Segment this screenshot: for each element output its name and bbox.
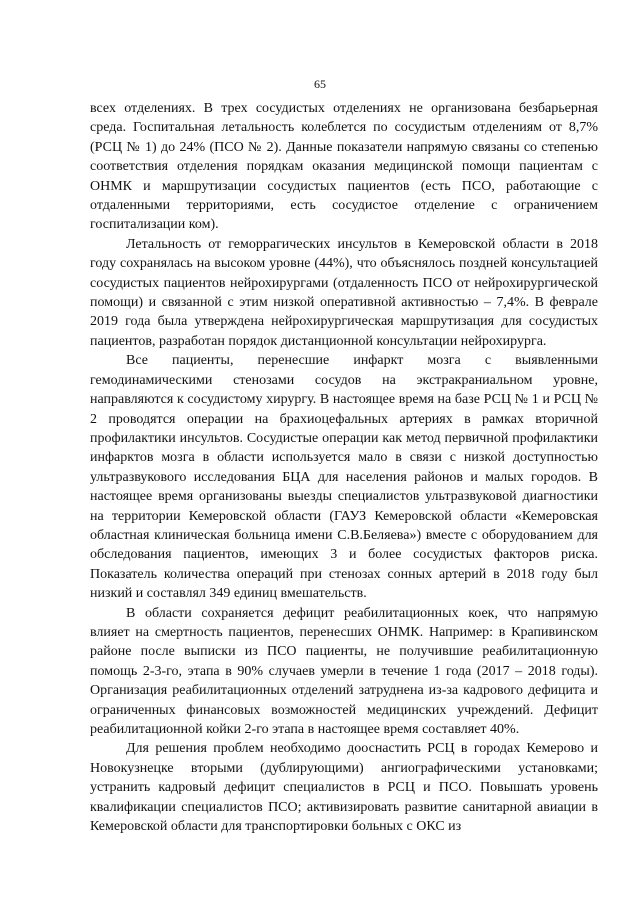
paragraph-3: Все пациенты, перенесшие инфаркт мозга с выявленными гемодинамическими стенозами сосудов на экстракраниальном уровне, направляются к сосудистому хирургу. В настоящее время на базе РСЦ № 1 и РСЦ № 2 проводятся операции на брахиоцефальных артериях в рамках вторичной профилактики инсультов. Сосудистые операции как метод первичной профилактики инфарктов мозга в области используется мало в связи с низкой доступностью ультразвукового исследования БЦА для населения районов и малых городов. В настоящее время организованы выезды специалистов ультразвуковой диагностики на территории Кемеровской области (ГАУЗ Кемеровской области «Кемеровская областная клиническая больница имени С.В.Беляева») вместе с оборудованием для обследования пациентов, имеющих 3 и более сосудистых факторов риска. Показатель количества операций при стенозах сонных артерий в 2018 году был низкий и составлял 349 единиц вмешательств. — [90, 353, 598, 602]
paragraph-2: Летальность от геморрагических инсультов в Кемеровской области в 2018 году сохранялась на высоком уровне (44%), что объяснялось поздней консультацией сосудистых пациентов нейрохирургами (отдаленность ПСО от нейрохирургической помощи) и связанной с этим низкой оперативной активностью – 7,4%. В феврале 2019 года была утверждена нейрохирургическая маршрутизация для сосудистых пациентов, разработан порядок дистанционной консультации нейрохирурга. — [90, 236, 598, 349]
document-body — [90, 99, 598, 836]
paragraph-1: всех отделениях. В трех сосудистых отделениях не организована безбарьерная среда. Госпитальная летальность колеблется по сосудистым отделениям от 8,7% (РСЦ № 1) до 24% (ПСО № 2). Данные показатели напрямую связаны со степенью соответствия отделения порядкам оказания медицинской помощи пациентам с ОНМК и маршрутизации сосудистых пациентов (есть ПСО, работающие с отдаленными территориями, есть сосудистое отделение с ограничением госпитализации ком). — [90, 101, 598, 233]
paragraph-5: Для решения проблем необходимо дооснастить РСЦ в городах Кемерово и Новокузнецке вторыми (дублирующими) ангиографическими установками; устранить кадровый дефицит специалистов в РСЦ и ПСО. Повышать уровень квалификации специалистов ПСО; активизировать развитие санитарной авиации в Кемеровской области для транспортировки больных с ОКС из — [90, 741, 598, 835]
page-number: 65 — [314, 77, 326, 91]
paragraph-4: В области сохраняется дефицит реабилитационных коек, что напрямую влияет на смертность пациентов, перенесших ОНМК. Например: в Крапивинском районе после выписки из ПСО пациенты, не получившие реабилитационную помощь 2-3-го, этапа в 90% случаев умерли в течение 1 года (2017 – 2018 годы). Организация реабилитационных отделений затруднена из-за кадрового дефицита и ограниченных финансовых возможностей медицинских учреждений. Дефицит реабилитационной койки 2-го этапа в настоящее время составляет 40%. — [90, 605, 598, 737]
